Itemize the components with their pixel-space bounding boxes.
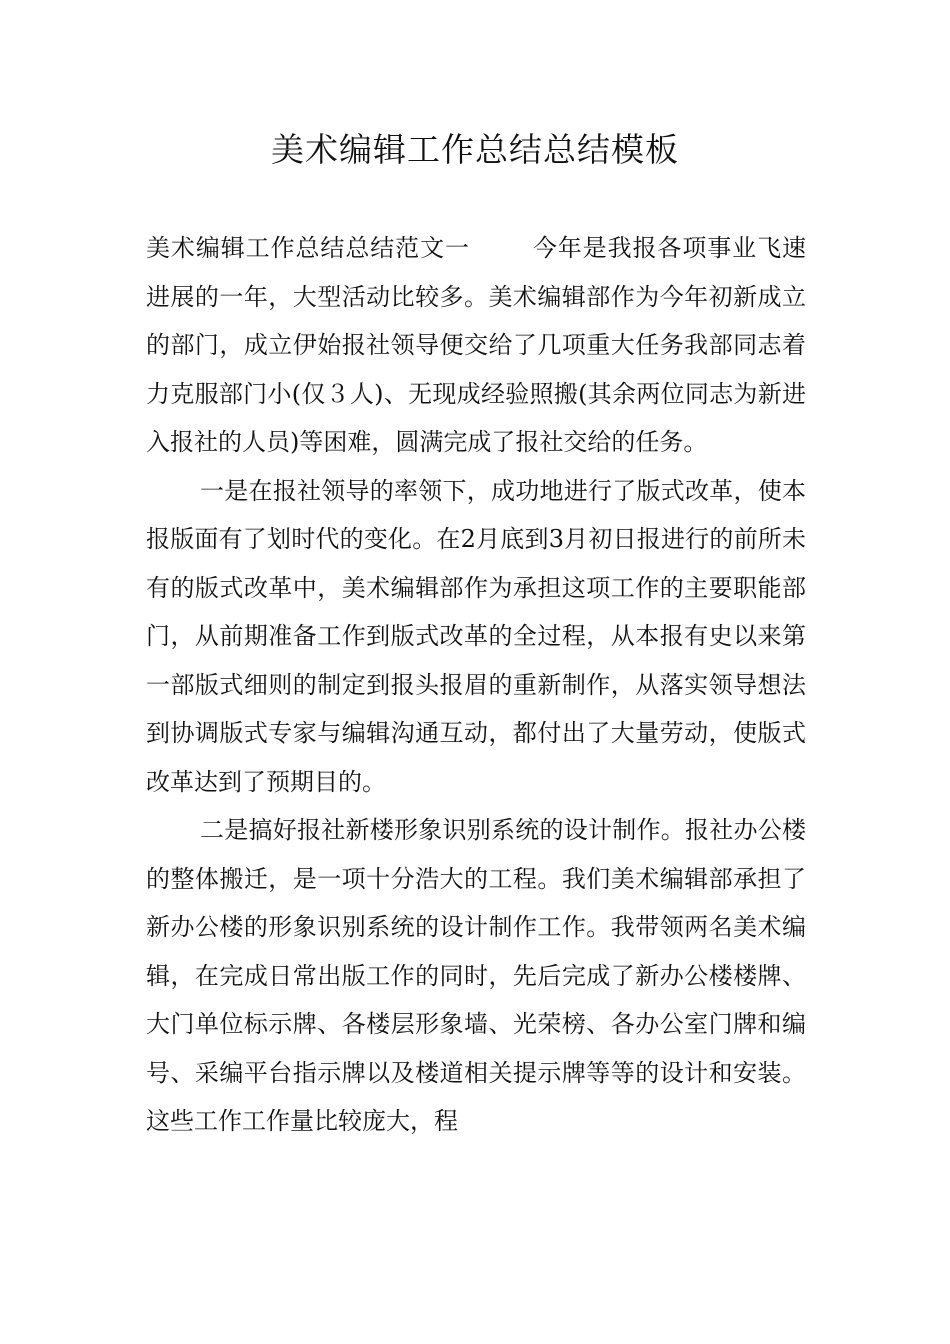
paragraph-identity-system: 二是搞好报社新楼形象识别系统的设计制作。报社办公楼的整体搬迁，是一项十分浩大的工程。我们美术编辑部承担了新办公楼的形象识别系统的设计制作工作。我带领两名美术编辑，在完成日常出版工作的同时，先后完成了新办公楼楼牌、大门单位标示牌、各楼层形象墙、光荣榜、各办公室门牌和编号、采编平台指示牌以及楼道相关提示牌等等的设计和安装。这些工作工作量比较庞大，程 <box>146 816 806 1135</box>
document-body <box>146 224 806 1146</box>
document-title: 美术编辑工作总结总结模板 <box>271 130 679 169</box>
section-heading: 美术编辑工作总结总结范文一 <box>146 234 470 262</box>
paragraph-intro <box>146 224 806 467</box>
paragraph-text: 今年是我报各项事业飞速进展的一年，大型活动比较多。美术编辑部作为今年初新成立的部门，成立伊始报社领导便交给了几项重大任务我部同志着力克服部门小(仅３人)、无现成经验照搬(其余两位同志为新进入报社的人员)等困难，圆满完成了报社交给的任务。 <box>146 234 807 456</box>
paragraph-layout-reform: 一是在报社领导的率领下，成功地进行了版式改革，使本报版面有了划时代的变化。在2月底到3月初日报进行的前所未有的版式改革中，美术编辑部作为承担这项工作的主要职能部门，从前期准备工作到版式改革的全过程，从本报有史以来第一部版式细则的制定到报头报眉的重新制作，从落实领导想法到协调版式专家与编辑沟通互动，都付出了大量劳动，使版式改革达到了预期目的。 <box>146 476 806 796</box>
